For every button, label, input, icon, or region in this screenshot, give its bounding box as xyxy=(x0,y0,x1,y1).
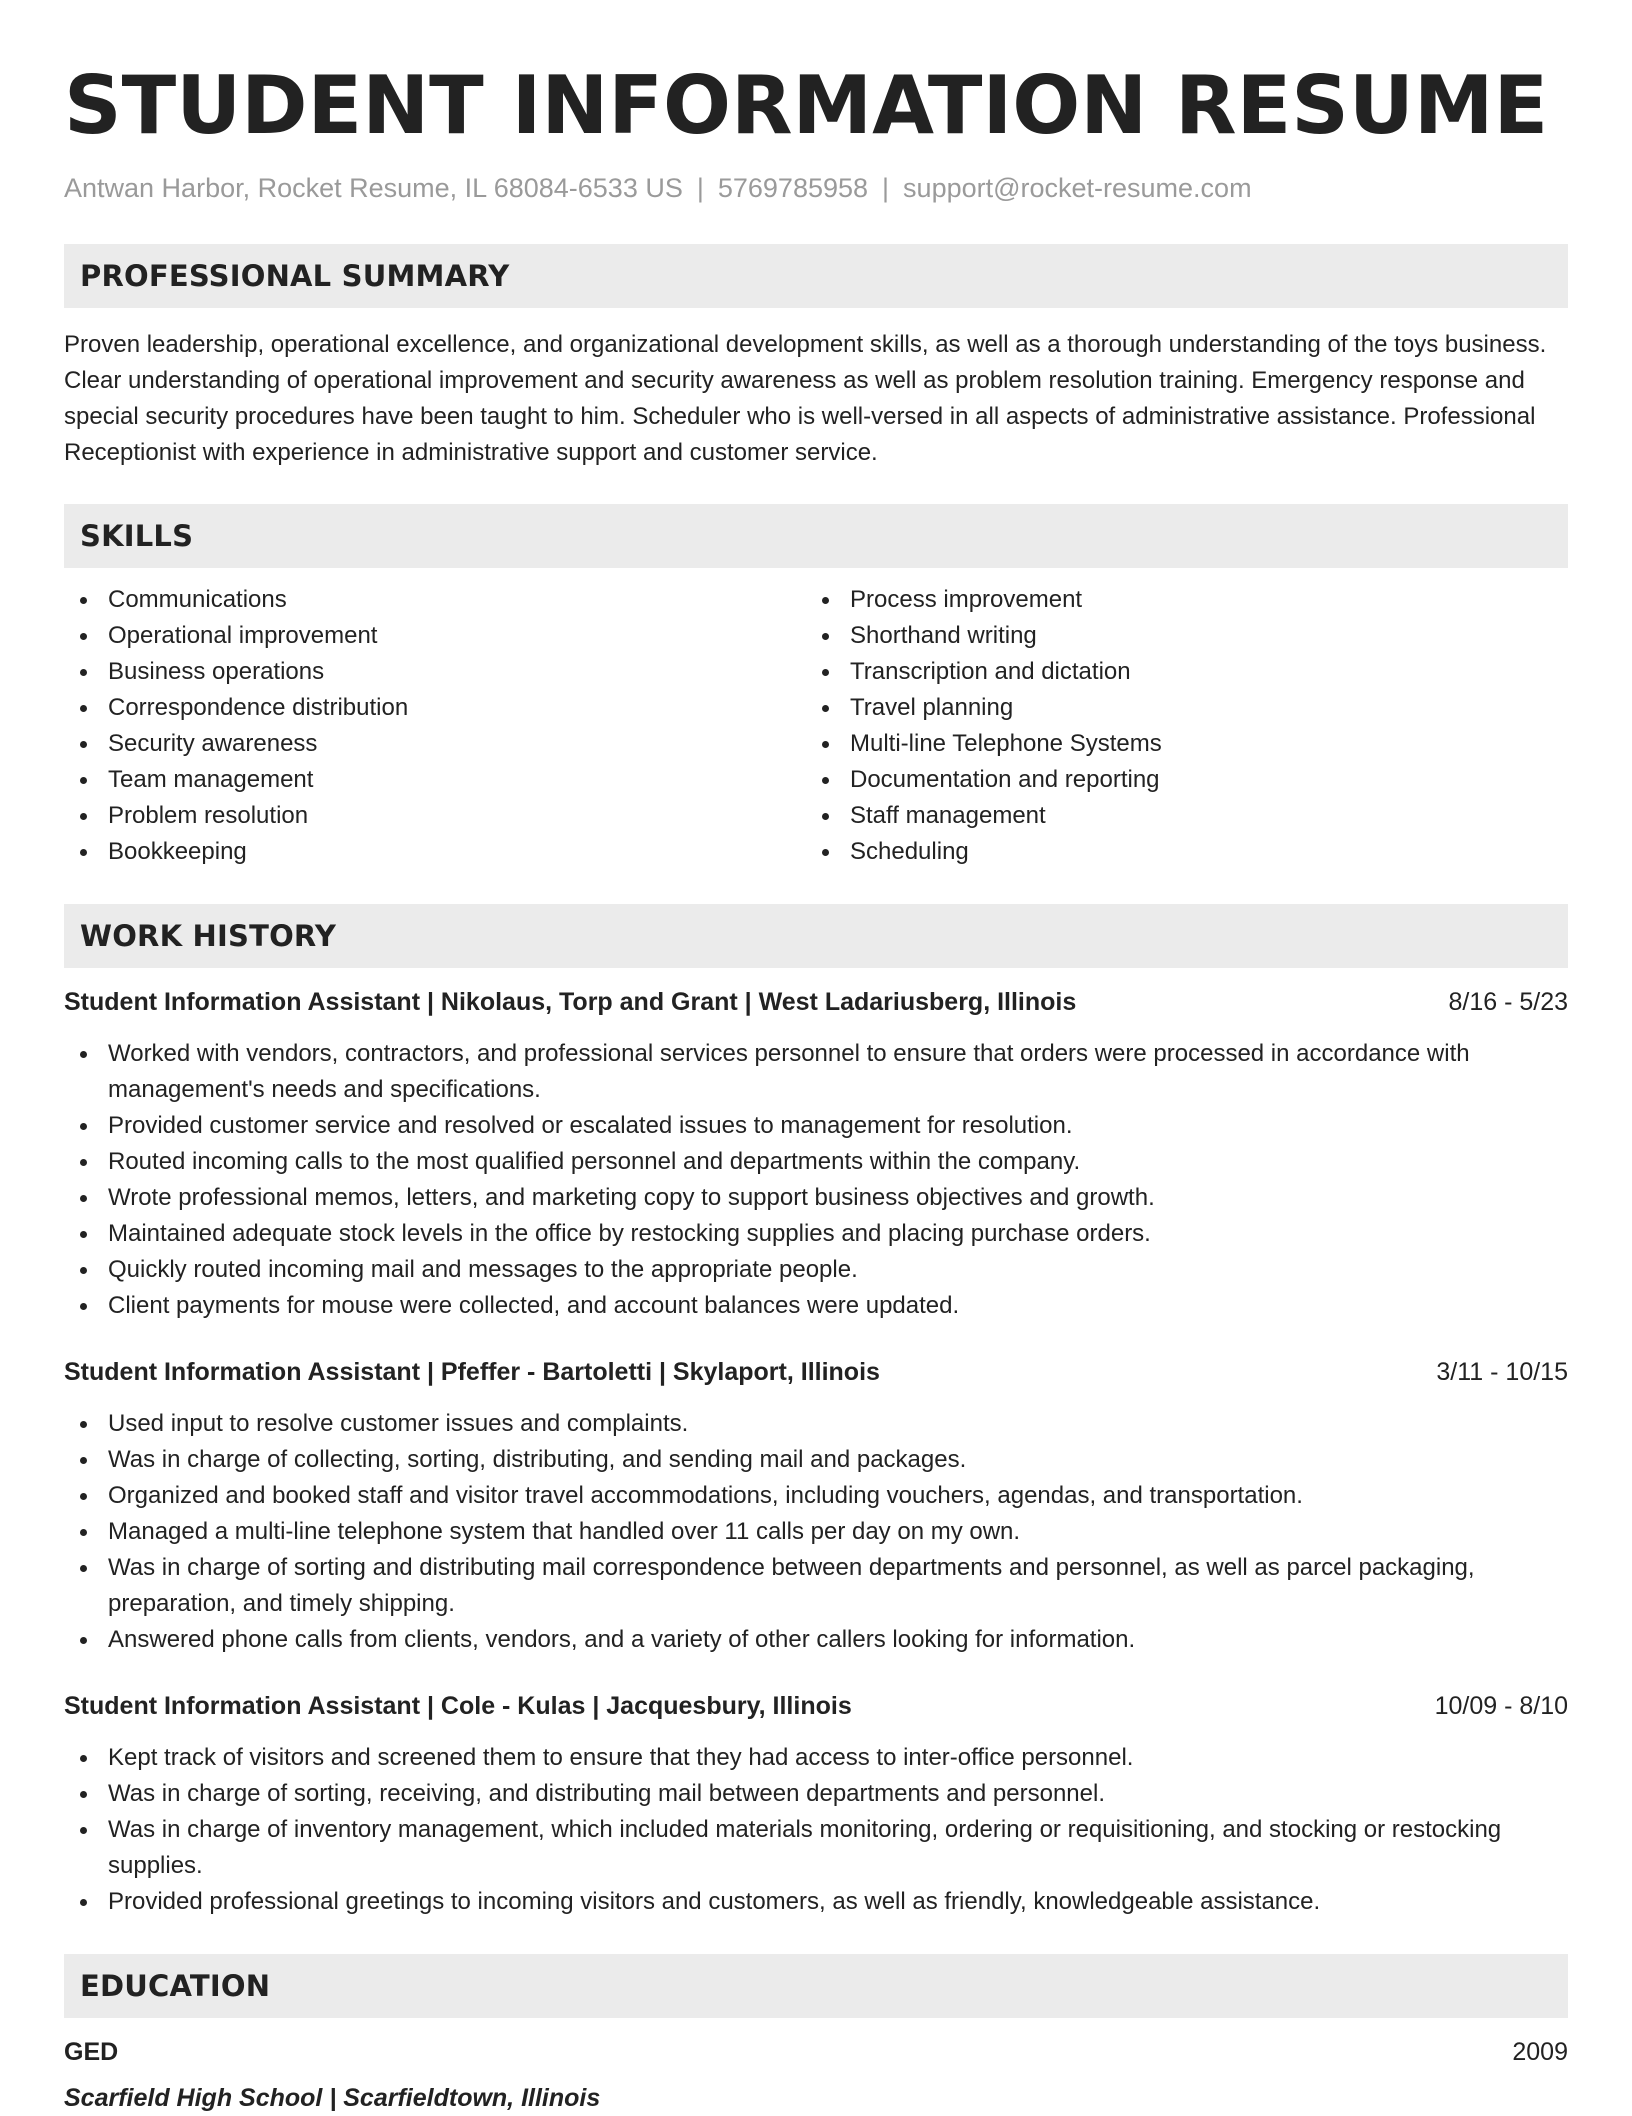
job-bullets xyxy=(64,1406,1568,1658)
skill-item: Operational improvement xyxy=(64,618,806,654)
education-heading-text: EDUCATION xyxy=(80,1969,271,2003)
skill-item: Problem resolution xyxy=(64,798,806,834)
skill-item: Correspondence distribution xyxy=(64,690,806,726)
job-title: Student Information Assistant | Pfeffer - Bartoletti | Skylaport, Illinois xyxy=(64,1358,880,1386)
job-bullet: Was in charge of collecting, sorting, distributing, and sending mail and packages. xyxy=(64,1442,1568,1478)
work-history-heading-text: WORK HISTORY xyxy=(80,919,337,953)
skill-item: Security awareness xyxy=(64,726,806,762)
skill-item: Team management xyxy=(64,762,806,798)
education-heading xyxy=(64,1954,1568,2018)
job-entry xyxy=(64,1354,1568,1658)
job-bullet: Provided customer service and resolved or escalated issues to management for resolution. xyxy=(64,1108,1568,1144)
skill-item: Business operations xyxy=(64,654,806,690)
job-header xyxy=(64,984,1568,1020)
job-bullet: Wrote professional memos, letters, and marketing copy to support business objectives and growth. xyxy=(64,1180,1568,1216)
skill-item: Transcription and dictation xyxy=(806,654,1548,690)
job-title: Student Information Assistant | Cole - Kulas | Jacquesbury, Illinois xyxy=(64,1692,852,1720)
work-history-heading xyxy=(64,904,1568,968)
skill-item: Bookkeeping xyxy=(64,834,806,870)
skills-column-left xyxy=(64,582,806,870)
skill-item: Travel planning xyxy=(806,690,1548,726)
job-entry xyxy=(64,1688,1568,1920)
job-dates: 3/11 - 10/15 xyxy=(1436,1358,1568,1386)
job-title: Student Information Assistant | Nikolaus, Torp and Grant | West Ladariusberg, Illinois xyxy=(64,988,1077,1016)
resume-title: STUDENT INFORMATION RESUME xyxy=(64,59,1549,152)
contact-address: Antwan Harbor, Rocket Resume, IL 68084-6533 US xyxy=(64,173,683,203)
education-school: Scarfield High School | Scarfieldtown, Illinois xyxy=(64,2084,601,2112)
job-bullet: Was in charge of sorting and distributing mail correspondence between departments and personnel, as well as parcel packaging, preparation, and timely shipping. xyxy=(64,1550,1568,1622)
job-bullet: Was in charge of inventory management, which included materials monitoring, ordering or requisitioning, and stocking or restocking supplies. xyxy=(64,1812,1568,1884)
job-entry xyxy=(64,984,1568,1324)
contact-line xyxy=(64,170,1568,206)
contact-phone: 5769785958 xyxy=(717,173,869,203)
job-bullet: Answered phone calls from clients, vendors, and a variety of other callers looking for information. xyxy=(64,1622,1568,1658)
job-header xyxy=(64,1354,1568,1390)
skill-item: Staff management xyxy=(806,798,1548,834)
skills-heading-text: SKILLS xyxy=(80,519,194,553)
skills-heading xyxy=(64,504,1568,568)
education-degree: GED xyxy=(64,2038,119,2066)
summary-heading-text: PROFESSIONAL SUMMARY xyxy=(80,259,510,293)
job-dates: 8/16 - 5/23 xyxy=(1448,988,1568,1016)
job-bullet: Worked with vendors, contractors, and professional services personnel to ensure that orders were processed in accordance with management's needs and specifications. xyxy=(64,1036,1568,1108)
contact-separator: | xyxy=(696,173,704,203)
skill-item: Multi-line Telephone Systems xyxy=(806,726,1548,762)
job-bullet: Client payments for mouse were collected, and account balances were updated. xyxy=(64,1288,1568,1324)
skill-item: Shorthand writing xyxy=(806,618,1548,654)
skills-list xyxy=(64,582,1568,870)
job-bullet: Organized and booked staff and visitor travel accommodations, including vouchers, agendas, and transportation. xyxy=(64,1478,1568,1514)
job-bullet: Was in charge of sorting, receiving, and distributing mail between departments and personnel. xyxy=(64,1776,1568,1812)
skill-item: Communications xyxy=(64,582,806,618)
job-bullet: Managed a multi-line telephone system that handled over 11 calls per day on my own. xyxy=(64,1514,1568,1550)
job-bullets xyxy=(64,1740,1568,1920)
summary-text: Proven leadership, operational excellence, and organizational development skills, as well as a thorough understanding of the toys business. Clear understanding of operational improvement and security awareness as well as problem resolution training. Emergency response and special security procedures have been taught to him. Scheduler who is well-versed in all aspects of administrative assistance. Professional Receptionist with experience in administrative support and customer service. xyxy=(64,331,1547,466)
education-entry xyxy=(64,2034,1568,2070)
skill-item: Process improvement xyxy=(806,582,1548,618)
job-bullet: Kept track of visitors and screened them to ensure that they had access to inter-office personnel. xyxy=(64,1740,1568,1776)
job-bullets xyxy=(64,1036,1568,1324)
job-dates: 10/09 - 8/10 xyxy=(1434,1692,1568,1720)
contact-email: support@rocket-resume.com xyxy=(903,173,1252,203)
skill-item: Documentation and reporting xyxy=(806,762,1548,798)
contact-separator: | xyxy=(882,173,890,203)
job-bullet: Used input to resolve customer issues and complaints. xyxy=(64,1406,1568,1442)
skills-column-right xyxy=(806,582,1548,870)
job-bullet: Maintained adequate stock levels in the office by restocking supplies and placing purchase orders. xyxy=(64,1216,1568,1252)
job-bullet: Routed incoming calls to the most qualified personnel and departments within the company. xyxy=(64,1144,1568,1180)
job-bullet: Provided professional greetings to incoming visitors and customers, as well as friendly, knowledgeable assistance. xyxy=(64,1884,1568,1920)
job-bullet: Quickly routed incoming mail and messages to the appropriate people. xyxy=(64,1252,1568,1288)
summary-heading xyxy=(64,244,1568,308)
skill-item: Scheduling xyxy=(806,834,1548,870)
education-year: 2009 xyxy=(1512,2038,1568,2066)
job-header xyxy=(64,1688,1568,1724)
